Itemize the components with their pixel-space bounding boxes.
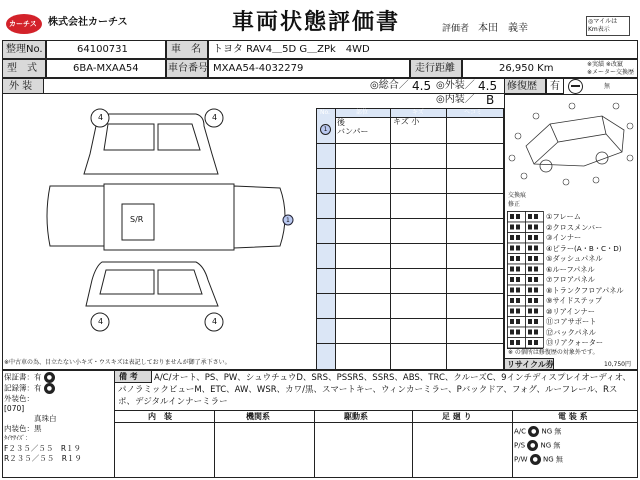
warranty-block (4, 372, 116, 464)
check-item: ④ピラー(A・B・C・D) (546, 243, 622, 253)
warranty-label: 保証書：有 (4, 372, 42, 382)
tire-label: ﾀｲﾔｻｲｽﾞ： (4, 435, 32, 442)
ac-ok: 無 (554, 427, 562, 436)
ps-label: P/S (514, 441, 526, 450)
mileage-label-cell (410, 59, 462, 78)
score-interior: B (486, 93, 495, 107)
ps-ng: NG (540, 441, 552, 450)
mileage-value: 26,950 Km (499, 63, 554, 74)
interior-color: 内装色：黒 (4, 424, 42, 433)
footer-header-row (114, 410, 638, 411)
score-exterior: 4.5 (478, 79, 498, 93)
no-entry-icon (568, 79, 583, 94)
table-row (317, 118, 503, 144)
check-item: ③インナー (546, 233, 582, 242)
color-code: [070] (4, 404, 25, 413)
scores-row (44, 78, 504, 94)
tire-fr: 4 (212, 113, 218, 122)
mileage-label: 走行距離 (415, 63, 455, 74)
recycle-label-cell (504, 358, 554, 370)
check-item: ②クロスメンバー (546, 222, 603, 232)
footer-drive: 駆動系 (344, 412, 368, 421)
ac-label: A/C (514, 427, 527, 436)
color-label: 外装色： (4, 394, 34, 403)
pw-ok: 無 (555, 455, 563, 464)
tire-fl: 4 (98, 113, 104, 122)
footer-col-div1 (214, 410, 215, 478)
tire-icons (91, 109, 223, 331)
check-item: ⑦フロアパネル (546, 275, 595, 284)
company-logo (6, 14, 42, 34)
score-total: 4.5 (412, 79, 432, 93)
repair-label: 修復歴 (507, 81, 537, 92)
kanri-value-cell (46, 40, 166, 59)
row-no: 1 (320, 124, 331, 135)
mile-stamp-text: ◎マイルは Km表示 (588, 18, 618, 33)
table-row (317, 268, 503, 294)
remarks-divider (114, 370, 115, 478)
mile-stamp (586, 16, 630, 36)
shamei-label-cell (166, 40, 208, 59)
assessor-label: 評価者 (442, 24, 470, 34)
tire-rl: 4 (98, 317, 104, 326)
kanri-label: 整理No. (6, 44, 43, 55)
sunroof-label: S/R (130, 215, 144, 224)
tire-front: F２３５／５５ R１９ (4, 444, 82, 453)
katashiki-value: 6BA-MXAA54 (73, 63, 139, 74)
check-item: ①フレーム (546, 212, 581, 221)
damage-header-part: 部位 (356, 109, 369, 116)
table-row (317, 343, 503, 369)
footer-col-div2 (314, 410, 315, 478)
score-interior-label: ◎内装／ (436, 94, 475, 105)
pw-ng: NG (542, 455, 554, 464)
damage-header-no: No. (320, 109, 330, 116)
shamei-value-cell (208, 40, 638, 59)
damage-header-hekomi: ヘコミ (464, 109, 483, 116)
warranty-check-icon: ● (44, 372, 55, 383)
mileage-value-cell (462, 59, 638, 78)
ac-check-icon: ● (528, 426, 539, 437)
gaisou-label-cell (2, 78, 44, 94)
check-grid-cells (507, 211, 545, 351)
chassis-label-cell (166, 59, 208, 78)
pw-label: P/W (514, 455, 528, 464)
katashiki-value-cell (46, 59, 166, 78)
row-kizu: キズ 小 (393, 117, 420, 126)
footer-suspension: 足 廻 り (442, 412, 472, 421)
color-name: 真珠白 (34, 414, 57, 423)
mileage-note1: ※実績 ※改竄 (587, 61, 623, 68)
kanri-label-cell (2, 40, 46, 59)
chassis-label: 車台番号 (168, 63, 208, 74)
check-item: ⑪コアサポート (546, 317, 597, 326)
assessor-name: 本田 義幸 (478, 23, 528, 34)
damage-header-kizu: キズ (412, 109, 424, 116)
footer-electric: 電 装 系 (558, 412, 588, 421)
ps-ok: 無 (553, 441, 561, 450)
mileage-note2: ※メーター交換歴 (587, 69, 635, 76)
check-item: ⑬リアクォーター (546, 338, 604, 347)
footer-col-div4 (512, 410, 513, 478)
shamei-value: トヨタ RAV4＿5D G＿ZPk 4WD (213, 44, 370, 55)
table-row (317, 318, 503, 344)
chassis-value: MXAA54-4032279 (213, 63, 304, 74)
check-item: ⑤ダッシュパネル (546, 254, 603, 263)
recycle-value: 10,750円 (604, 361, 631, 368)
check-footnote: ※ の個所は修復歴の対象外です。 (508, 349, 599, 356)
check-item: ⑨サイドステップ (546, 296, 603, 305)
tire-rr: 4 (212, 317, 218, 326)
shamei-label: 車 名 (171, 44, 201, 55)
exchange-label-a: 交換痕 (508, 192, 527, 199)
page-title: 車両状態評価書 (232, 10, 401, 35)
katashiki-label-cell (2, 59, 46, 78)
electric-ac-row (514, 426, 561, 437)
repair-mark: 無 (604, 83, 611, 90)
kanri-value: 64100731 (77, 44, 128, 55)
electric-ps-row (514, 440, 560, 451)
note-text: ※中古車の為、目立たない小キズ・ウスキズは表記しておりませんが御了承下さい。 (4, 359, 231, 366)
table-row (317, 218, 503, 244)
remarks-label: 備 考 (119, 372, 138, 381)
car-diagram (4, 96, 314, 358)
check-item: ⑥ルーフパネル (546, 264, 595, 274)
table-row (317, 168, 503, 194)
table-row (317, 243, 503, 269)
table-row (317, 143, 503, 169)
footer-engine: 機関系 (246, 412, 270, 421)
check-item: ⑫バックパネル (546, 327, 596, 337)
electric-pw-row (514, 454, 563, 465)
score-total-label: ◎総合／ (370, 80, 409, 91)
tire-rear: R２３５／５５ R１９ (4, 454, 82, 463)
record-label: 記録簿：有 (4, 383, 42, 393)
repair-value-cell (546, 78, 564, 94)
pw-check-icon: ● (530, 454, 541, 465)
table-row (317, 193, 503, 219)
chassis-value-cell (208, 59, 410, 78)
katashiki-label: 型 式 (7, 63, 37, 74)
exchange-label-b: 修正 (508, 201, 521, 208)
score-exterior-label: ◎外装／ (436, 80, 475, 91)
remarks-text: A/C/オート、PS、PW、シュウチュウD、SRS、PSSRS、SSRS、ABS、TRC、クルーズC、9インチディスプレイオーディオ、パノラミックビューM、ETC、AW、WSR、カワ/黒、スマートキー、ウィンカーミラー、Pバックドア、フォグ、ルーフレール、Rスポ、デジタルインナーミラー (118, 373, 631, 407)
record-check-icon: ● (44, 383, 55, 394)
check-item: ⑩リアインナー (546, 306, 595, 316)
repair-label-cell (504, 78, 546, 94)
recycle-label: リサイクル券 (507, 360, 554, 369)
damage-marker: 1 (286, 217, 290, 224)
footer-col-div3 (412, 410, 413, 478)
check-item: ⑧トランクフロアパネル (546, 285, 624, 295)
row-part: 後 バンパー (337, 118, 369, 136)
logo-text: カーチス (9, 20, 37, 28)
ac-ng: NG (541, 427, 553, 436)
check-items (546, 212, 638, 349)
ps-check-icon: ● (527, 440, 538, 451)
repair-car-diagram (506, 96, 636, 188)
repair-value: 有 (550, 81, 560, 92)
footer-subheader-row (114, 422, 638, 423)
table-row (317, 293, 503, 319)
gaisou-label: 外 装 (9, 81, 33, 92)
footer-interior: 内 装 (148, 412, 172, 421)
company-name: 株式会社カーチス (48, 17, 128, 28)
